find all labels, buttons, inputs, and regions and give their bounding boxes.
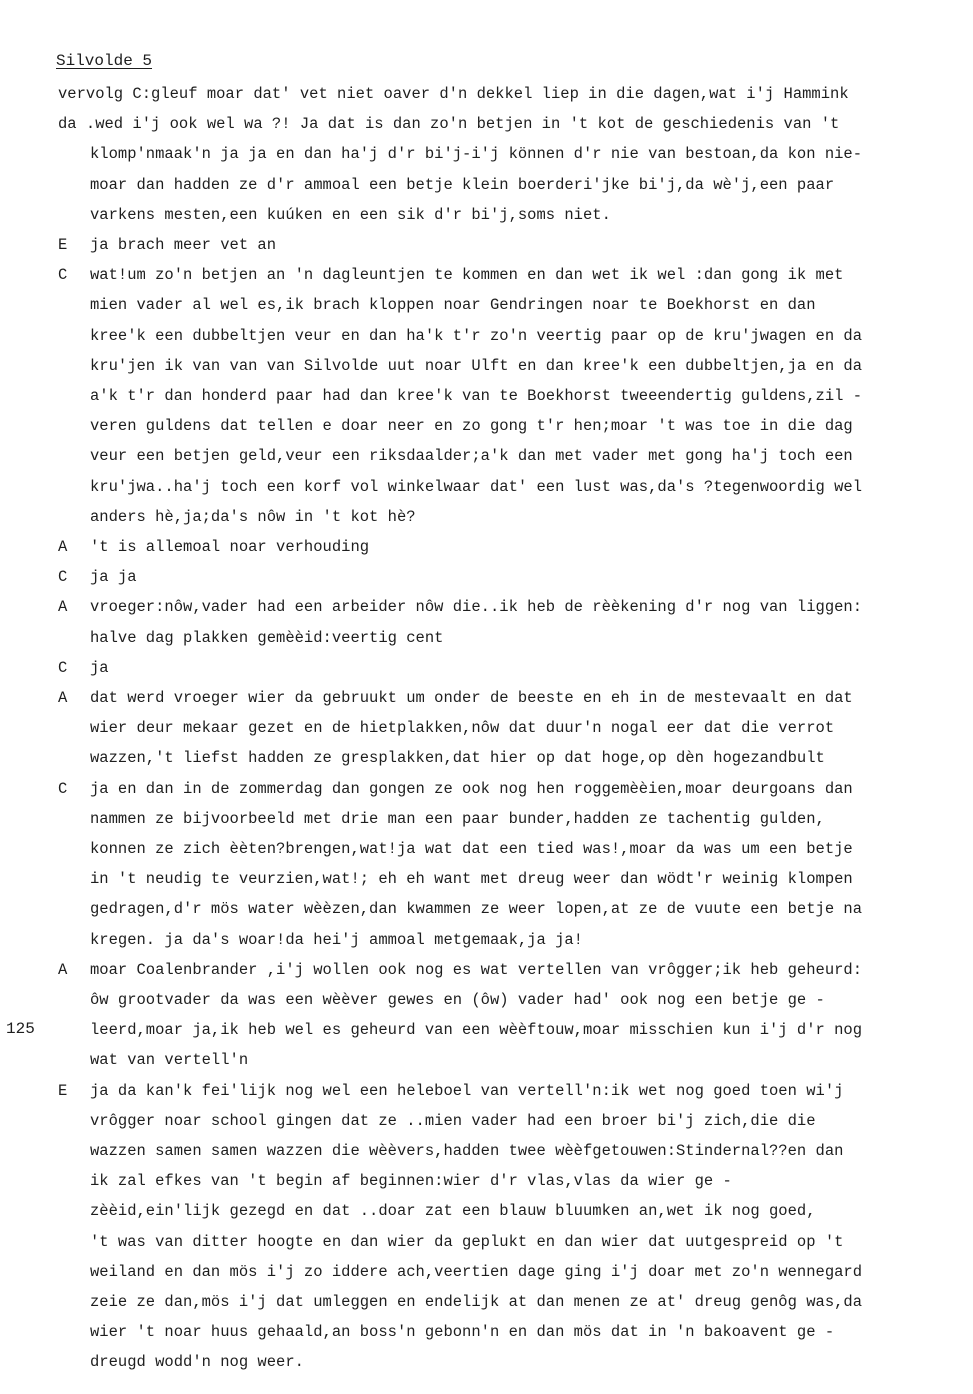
speaker-lines [90, 774, 973, 955]
text-line: ôw grootvader da was een wèèver gewes en (ôw) vader had' ook nog een betje ge - [90, 990, 825, 1009]
text-line: kru'jwa..ha'j toch een korf vol winkelwaar dat' een lust was,da's ?tegenwoordig wel [90, 477, 863, 496]
text-line: wazzen samen samen wazzen die wèèvers,hadden twee wèèfgetouwen:Stindernal??en dan [90, 1141, 844, 1160]
text-line: ja [90, 658, 109, 677]
text-line: kree'k een dubbeltjen veur en dan ha'k t'r zo'n veertig paar op de kru'jwagen en da [90, 326, 863, 345]
speaker-lines [90, 653, 973, 683]
speaker-label: A [58, 538, 68, 556]
text-line: wat!um zo'n betjen an 'n dagleuntjen te kommen en dan wet ik wel :dan gong ik met [90, 266, 844, 285]
text-line: da .wed i'j ook wel wa ?! Ja dat is dan zo'n betjen in 't kot de geschiedenis van 't [58, 115, 840, 134]
speaker-label: A [58, 598, 68, 617]
speaker-lines [90, 562, 973, 592]
text-line: nammen ze bijvoorbeeld met drie man een paar bunder,hadden ze tachentig gulden, [90, 809, 825, 828]
speaker-lines [90, 592, 973, 652]
speaker-lines [90, 230, 973, 260]
text-line: wier deur mekaar gezet en de hietplakken,nôw dat duur'n nogal eer dat die verrot [90, 719, 835, 738]
text-line: vroeger:nôw,vader had een arbeider nôw die..ik heb de rèèkening d'r nog van liggen: [90, 598, 863, 617]
text-line: weiland en dan mös i'j zo iddere ach,veertien dage ging i'j doar met zo'n wennegard [90, 1262, 863, 1281]
speaker-label: C [58, 568, 68, 587]
page-title: Silvolde 5 [56, 52, 153, 70]
text-line: ja da kan'k fei'lijk nog wel een heleboel van vertell'n:ik wet nog goed toen wi'j [90, 1081, 844, 1100]
text-line: dreugd wodd'n nog weer. [90, 1353, 304, 1372]
speaker-label: A [58, 960, 68, 979]
text-line: 't was van ditter hoogte en dan wier da geplukt en dan wier dat uutgespreid op 't [90, 1232, 844, 1251]
speaker-label: C [58, 779, 68, 798]
text-line: veren guldens dat tellen e doar neer en zo gong t'r hen;moar 't was toe in die dag [90, 417, 853, 436]
text-line: moar Coalenbrander ,i'j wollen ook nog es wat vertellen van vrôgger;ik heb geheurd: [90, 960, 863, 979]
text-line: wat van vertell'n [90, 1051, 249, 1070]
speaker-label: E [58, 236, 68, 254]
text-line: dat werd vroeger wier da gebruukt um onder de beeste en eh in de mestevaalt en dat [90, 689, 853, 707]
text-line: mien vader al wel es,ik brach kloppen noar Gendringen noar te Boekhorst en dan [90, 296, 816, 315]
text-line: halve dag plakken gemèèid:veertig cent [90, 628, 444, 647]
speaker-label: A [58, 689, 68, 707]
text-line: kregen. ja da's woar!da hei'j ammoal metgemaak,ja ja! [90, 930, 583, 949]
speaker-lines [58, 79, 973, 230]
speaker-label: C [58, 266, 68, 285]
text-line: wazzen,'t liefst hadden ze gresplakken,dat hier op dat hoge,op dèn hogezandbult [90, 749, 825, 768]
text-line: ik zal efkes van 't begin af beginnen:wier d'r vlas,vlas da wier ge - [90, 1172, 732, 1191]
text-line: anders hè,ja;da's nôw in 't kot hè? [90, 507, 416, 526]
text-line: gedragen,d'r mös water wèèzen,dan kwammen ze weer lopen,at ze de vuute een betje na [90, 900, 863, 919]
text-line: zèèid,ein'lijk gezegd en dat ..doar zat een blauw bluumken an,wet ik nog goed, [90, 1202, 816, 1221]
text-line: in 't neudig te veurzien,wat!; eh eh want met dreug weer dan wödt'r weinig klompen [90, 870, 853, 889]
speaker-label: E [58, 1081, 68, 1100]
text-line: ja ja [90, 568, 137, 587]
speaker-lines [90, 955, 973, 1076]
text-line: veur een betjen geld,veur een riksdaalder;a'k dan met vader met gong ha'j toch een [90, 447, 853, 466]
text-line: a'k t'r dan honderd paar had dan kree'k van te Boekhorst tweeendertig guldens,zil - [90, 386, 863, 405]
text-line: vrôgger noar school gingen dat ze ..mien vader had een broer bi'j zich,die die [90, 1111, 816, 1130]
text-line: wier 't noar huus gehaald,an boss'n gebonn'n en dan mös dat in 'n bakoavent ge - [90, 1323, 835, 1342]
text-line: varkens mesten,een kuúken en een sik d'r bi'j,soms niet. [90, 205, 611, 224]
text-line: konnen ze zich èèten?brengen,wat!ja wat dat een tied was!,moar da was um een betje [90, 839, 853, 858]
text-line: zeie ze dan,mös i'j dat umleggen en endelijk at dan menen ze at' dreug genôg was,da [90, 1292, 863, 1311]
speaker-lines [90, 1076, 973, 1378]
speaker-lines [90, 260, 973, 532]
margin-page-number: 125 [6, 1020, 35, 1038]
text-line: 't is allemoal noar verhouding [90, 538, 370, 556]
speaker-label: C [58, 658, 68, 677]
text-line: vervolg C:gleuf moar dat' vet niet oaver d'n dekkel liep in die dagen,wat i'j Hammink [58, 85, 849, 103]
text-line: ja brach meer vet an [90, 236, 277, 254]
text-line: klomp'nmaak'n ja ja en dan ha'j d'r bi'j-i'j können d'r nie van bestoan,da kon nie- [90, 145, 863, 164]
text-line: leerd,moar ja,ik heb wel es geheurd van een wèèftouw,moar misschien kun i'j d'r nog [90, 1021, 863, 1040]
speaker-lines [90, 683, 973, 774]
text-line: ja en dan in de zommerdag dan gongen ze ook nog hen roggemèèien,moar deurgoans dan [90, 779, 853, 798]
text-line: moar dan hadden ze d'r ammoal een betje klein boerderi'jke bi'j,da wè'j,een paar [90, 175, 835, 194]
speaker-lines [90, 532, 973, 562]
text-line: kru'jen ik van van van Silvolde uut noar Ulft en dan kree'k een dubbeltjen,ja en da [90, 356, 863, 375]
